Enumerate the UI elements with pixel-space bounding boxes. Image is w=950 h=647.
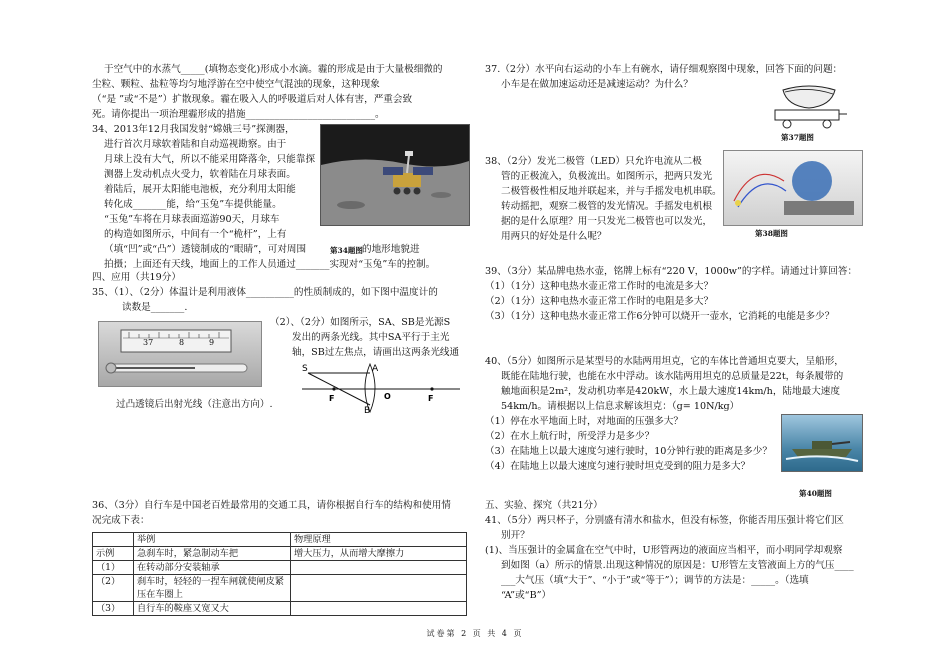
q39-line2: （1）（1分）这种电热水壶正常工作时的电流是多大？ xyxy=(485,281,714,292)
lens-label-b: B xyxy=(364,406,371,413)
table-cell: 在转动部分安装轴承 xyxy=(134,561,291,575)
thermometer-drawing xyxy=(99,322,261,386)
therm-label-37: 37 xyxy=(143,338,154,347)
q38-line4: 转动摇把，观察二极管的发光情况。手摇发电机根 xyxy=(501,201,713,212)
q33-line4: 死。请你提出一项治理霾形成的措施___________________________。 xyxy=(92,109,385,120)
q35-2-text xyxy=(270,315,470,360)
q40-line2: 既能在陆地行驶，也能在水中浮动。该水陆两用坦克的总质量是22t，每条履带的 xyxy=(501,371,844,382)
table-header-cell: 物理原理 xyxy=(291,533,467,547)
q37-figure-caption: 第37题图 xyxy=(781,133,814,142)
q33-line1: 于空气中的水蒸气_____(填物态变化)形成小水滴。霾的形成是由于大量极细微的 xyxy=(104,64,443,75)
lens-label-a: A xyxy=(372,364,379,374)
question-34 xyxy=(92,122,467,272)
therm-label-9: 9 xyxy=(209,338,215,347)
q35-2-line3: 轴，SB过左焦点，请画出这两条光线通 xyxy=(292,347,460,358)
section-4-heading: 四、应用（共19分） xyxy=(92,272,181,283)
q40-line3: 触地面积是2m²，发动机功率是420kW，水上最大速度14km/h，陆地最大速度 xyxy=(501,386,840,397)
table-cell: 急刹车时，紧急制动车把 xyxy=(134,547,291,561)
question-40 xyxy=(485,354,860,498)
page-footer: 试卷第 2 页 共 4 页 xyxy=(426,629,524,638)
q33-line2: 尘粒、颗粒、盐粒等均匀地浮游在空中使空气混浊的现象，这种现象 xyxy=(92,79,380,90)
lens-label-s: S xyxy=(302,364,308,374)
q41-line5: ___大气压（填“大于”、“小于”或“等于”）；调节的方法是：_____。（选填 xyxy=(501,575,809,586)
q41-line4: 到如图（a）所示的情景.出现这种情况的原因是：U形管左支管液面上方的气压____ xyxy=(501,560,854,571)
lens-label-f2: F xyxy=(428,394,434,403)
q34-line8: 的构造如图所示，中间有一个“桅杆”，上有 xyxy=(104,229,287,240)
q38-line3: 二极管极性相反地并联起来，并与手摇发电机串联。 xyxy=(501,186,722,197)
q34-line10: 拍摄；上面还有天线，地面上的工作人员通过_______实现对“玉兔”车的控制。 xyxy=(104,259,436,270)
q36-line2: 况完成下表： xyxy=(92,515,150,526)
bicycle-table xyxy=(92,532,467,616)
q39-line4: （3）（1分）这种电热水壶正常工作6分钟可以烧开一壶水，它消耗的电能是多少？ xyxy=(485,311,835,322)
table-cell: （3） xyxy=(93,602,134,616)
tank-illustration xyxy=(782,415,862,471)
table-row xyxy=(93,575,467,602)
q35-2-ending: 过凸透镜后出射光线（注意出方向）. xyxy=(116,399,273,410)
generator-illustration xyxy=(724,151,862,225)
section-5-heading: 五、实验、探究（共21分） xyxy=(485,500,603,511)
q40-line1: 40、（5分）如图所示是某型号的水陆两用坦克，它的车体比普通坦克要大，呈船形， xyxy=(485,356,844,367)
question-37 xyxy=(485,62,860,154)
question-39 xyxy=(485,264,860,354)
q40-sub2: （2）在水上航行时，所受浮力是多少？ xyxy=(485,431,655,442)
q34-line7: “玉兔”车将在月球表面巡游90天，月球车 xyxy=(104,214,280,225)
table-header-row xyxy=(93,533,467,547)
table-answer-cell[interactable] xyxy=(291,561,467,575)
q34-line5: 着陆后，展开太阳能电池板，充分利用太阳能 xyxy=(104,184,296,195)
q38-line1: 38、（2分）发光二极管（LED）只允许电流从二极 xyxy=(485,156,702,167)
rover-illustration xyxy=(321,125,469,225)
q35-1-line1: 35、（1）、（2分）体温计是利用液体__________的性质制成的，如下图中温度计的 xyxy=(92,287,438,298)
q35-2-line1: （2）、（2分）如图所示，SA、SB是光源S xyxy=(270,317,451,328)
q34-line2: 进行首次月球软着陆和自动巡视勘察。由于 xyxy=(104,139,287,150)
q41-line1: 41、（5分）两只杯子，分别盛有清水和盐水，但没有标签，你能否用压强计将它们区 xyxy=(485,515,844,526)
table-row xyxy=(93,602,467,616)
q38-line5: 据的是什么原理？用一只发光二极管也可以发光， xyxy=(501,216,713,227)
yutu-rover-photo xyxy=(320,124,470,226)
q34-line4: 测器上发动机点火受力，软着陆在月球表面。 xyxy=(104,169,296,180)
q34-line6: 转化成_______能，给“玉兔”车提供能量。 xyxy=(104,199,282,210)
q35-1-line2: 读数是_______. xyxy=(122,302,188,313)
q33-line3: （“是 ”或“不是”）扩散现象。霾在吸入人的呼吸道后对人体有害，严重会致 xyxy=(92,94,413,105)
table-row xyxy=(93,561,467,575)
q37-line1: 37.（2分）水平向右运动的小车上有碗水，请仔细观察图中现象，回答下面的问题： xyxy=(485,64,843,75)
table-answer-cell[interactable] xyxy=(291,602,467,616)
generator-led-photo xyxy=(723,150,863,226)
thermometer-figure xyxy=(98,321,262,387)
q38-line6: 用两只的好处是什么呢？ xyxy=(501,231,607,242)
lens-label-f1: F xyxy=(329,394,335,403)
table-cell: （1） xyxy=(93,561,134,575)
left-column xyxy=(92,62,467,616)
therm-label-8: 8 xyxy=(179,338,185,347)
q41-line6: “A”或“B”） xyxy=(501,590,552,601)
q34-figure-caption: 第34题图 xyxy=(330,246,363,255)
convex-lens-diagram xyxy=(302,363,462,413)
q35-2-line2: 发出的两条光线。其中SA平行于主光 xyxy=(292,332,450,343)
q37-line2: 小车是在做加速运动还是减速运动？为什么？ xyxy=(501,79,693,90)
table-answer-cell[interactable] xyxy=(291,575,467,602)
q40-sub1: （1）停在水平地面上时，对地面的压强多大？ xyxy=(485,416,683,427)
q36-line1: 36、（3分）自行车是中国老百姓最常用的交通工具，请你根据自行车的结构和使用情 xyxy=(92,500,451,511)
table-row xyxy=(93,547,467,561)
q38-line2: 管的正极流入，负极流出。如图所示，把两只发光 xyxy=(501,171,713,182)
q34-line1: 34、2013年12月我国发射“嫦娥三号”探测器， xyxy=(92,124,295,135)
table-cell: 增大压力，从而增大摩擦力 xyxy=(291,547,467,561)
q40-sub3: （3）在陆地上以最大速度匀速行驶时，10分钟行驶的距离是多少？ xyxy=(485,446,772,457)
lens-label-o: O xyxy=(384,392,391,401)
q34-line9-tail: 的地形地貌进 xyxy=(362,244,420,255)
table-header-cell xyxy=(93,533,134,547)
q39-line1: 39、（3分）某品牌电热水壶，铭牌上标有“220 V，1000w”的字样。请通过计算回答： xyxy=(485,266,858,277)
right-column xyxy=(485,62,860,603)
question-38 xyxy=(485,154,860,264)
q40-figure-caption: 第40题图 xyxy=(799,489,832,498)
cart-with-bowl-figure xyxy=(769,84,849,130)
table-cell: （2） xyxy=(93,575,134,602)
q39-line3: （2）（1分）这种电热水壶正常工作时的电阻是多大？ xyxy=(485,296,714,307)
q40-line4: 54km/h。请根据以上信息求解该坦克：（g= 10N/kg） xyxy=(501,401,740,412)
q34-line3: 月球上没有大气，所以不能采用降落伞，只能靠探 xyxy=(104,154,316,165)
table-cell: 示例 xyxy=(93,547,134,561)
table-cell: 自行车的鞍座又宽又大 xyxy=(134,602,291,616)
table-cell: 刹车时，轻轻的一捏车闸就使闸皮紧压在车圈上 xyxy=(134,575,291,602)
amphibious-tank-photo xyxy=(781,414,863,472)
q38-figure-caption: 第38题图 xyxy=(755,229,788,238)
table-header-cell: 举例 xyxy=(134,533,291,547)
q41-line3: (1)、当压强计的金属盒在空气中时，U形管两边的液面应当相平，而小明同学却观察 xyxy=(485,545,843,556)
q34-line9-text: （填“凹”或“凸”）透镜制成的“眼睛”，可对周围 xyxy=(104,244,307,255)
q40-sub4: （4）在陆地上以最大速度匀速行驶时坦克受到的阻力是多大？ xyxy=(485,461,751,472)
q41-line2: 别开？ xyxy=(501,530,530,541)
q34-line9 xyxy=(92,242,467,257)
